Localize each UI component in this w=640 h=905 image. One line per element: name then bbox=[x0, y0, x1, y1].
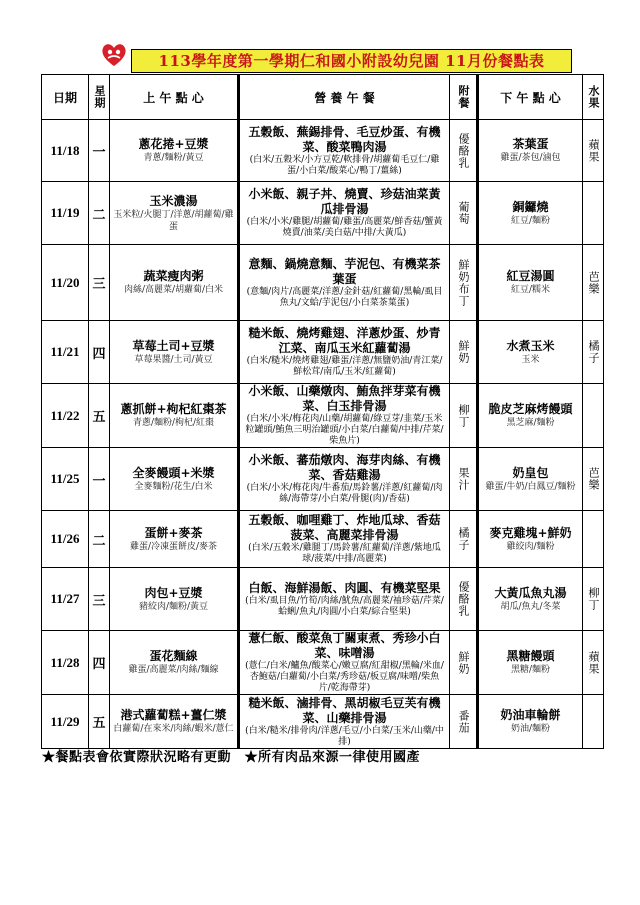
pm-snack-cell bbox=[478, 631, 583, 695]
fruit-cell: 蘋果 bbox=[583, 631, 604, 695]
am-snack-ingredients: 白蘿蔔/在來米/肉絲/蝦米/薏仁 bbox=[113, 724, 234, 734]
fruit-cell: 柳丁 bbox=[583, 568, 604, 631]
pm-snack-name: 脆皮芝麻烤饅頭 bbox=[488, 402, 573, 416]
weekday-cell: 一 bbox=[89, 120, 110, 182]
lunch-dishes: 小米飯、親子丼、燒賣、珍菇油菜黃瓜排骨湯 bbox=[248, 187, 441, 216]
side-cell: 果汁 bbox=[450, 448, 478, 511]
am-snack-cell bbox=[110, 245, 239, 321]
lunch-cell bbox=[239, 568, 450, 631]
weekday-cell: 四 bbox=[89, 321, 110, 384]
lunch-ingredients: (白米/小米/雞腿/胡蘿蔔/雞蛋/高麗菜/鮮香菇/蟹黃燒賣/油菜/美白菇/中排/大黃瓜) bbox=[246, 217, 443, 238]
date-cell: 11/18 bbox=[42, 120, 89, 182]
lunch-cell bbox=[239, 384, 450, 448]
pm-snack-ingredients: 雞絞肉/麵粉 bbox=[506, 541, 555, 552]
pm-snack-name: 奶油車輪餅 bbox=[500, 708, 561, 722]
am-snack-cell bbox=[110, 321, 239, 384]
col-lunch: 營 養 午 餐 bbox=[239, 75, 450, 120]
weekday-cell: 五 bbox=[89, 695, 110, 749]
date-cell: 11/25 bbox=[42, 448, 89, 511]
lunch-dishes: 糙米飯、燒烤雞翅、洋蔥炒蛋、炒青江菜、南瓜玉米紅蘿蔔湯 bbox=[248, 326, 441, 355]
date-cell: 11/21 bbox=[42, 321, 89, 384]
pm-snack-name: 紅豆湯圓 bbox=[506, 269, 555, 283]
date-cell: 11/28 bbox=[42, 631, 89, 695]
pm-snack-cell bbox=[478, 448, 583, 511]
am-snack-cell bbox=[110, 448, 239, 511]
pm-snack-cell bbox=[478, 384, 583, 448]
am-snack-cell bbox=[110, 695, 239, 749]
date-cell: 11/27 bbox=[42, 568, 89, 631]
pm-snack-name: 黑糖饅頭 bbox=[506, 649, 555, 663]
am-snack-ingredients: 青蔥/麵粉/枸杞/紅棗 bbox=[132, 418, 215, 428]
pm-snack-ingredients: 紅豆/糯米 bbox=[510, 285, 551, 295]
table-row bbox=[42, 321, 604, 384]
header-row bbox=[42, 75, 604, 120]
am-snack-cell bbox=[110, 182, 239, 245]
pm-snack-name: 茶葉蛋 bbox=[512, 137, 549, 151]
fruit-cell: 橘子 bbox=[583, 321, 604, 384]
pm-snack-name: 麥克雞塊+鮮奶 bbox=[489, 525, 572, 540]
lunch-cell bbox=[239, 511, 450, 568]
date-cell: 11/29 bbox=[42, 695, 89, 749]
weekday-cell: 三 bbox=[89, 568, 110, 631]
am-snack-ingredients: 豬絞肉/麵粉/黃豆 bbox=[138, 601, 209, 612]
am-snack-cell bbox=[110, 120, 239, 182]
weekday-cell: 三 bbox=[89, 245, 110, 321]
am-snack-ingredients: 玉米粒/火腿丁/洋蔥/胡蘿蔔/雞蛋 bbox=[113, 209, 234, 232]
date-cell: 11/19 bbox=[42, 182, 89, 245]
fruit-cell: 芭樂 bbox=[583, 245, 604, 321]
lunch-ingredients: (白米/小米/梅花肉/山藥/胡蘿蔔/綠豆芽/韭菜/玉米粒罐頭/鮪魚三明治罐頭/小白菜/白蘿蔔/中排/芹菜/柴魚片) bbox=[245, 414, 444, 446]
am-snack-cell bbox=[110, 511, 239, 568]
col-am-snack: 上 午 點 心 bbox=[110, 75, 239, 120]
page-title: 113學年度第一學期仁和國小附設幼兒園 11月份餐點表 bbox=[131, 49, 572, 73]
lunch-dishes: 白飯、海鮮湯飯、肉圓、有機菜堅果 bbox=[248, 580, 441, 595]
pm-snack-ingredients: 奶油/麵粉 bbox=[510, 724, 551, 734]
am-snack-name: 玉米濃湯 bbox=[149, 193, 198, 208]
side-cell: 優酪乳 bbox=[450, 568, 478, 631]
am-snack-name: 蔬菜瘦肉粥 bbox=[143, 269, 204, 283]
side-cell: 優酪乳 bbox=[450, 120, 478, 182]
col-side: 附餐 bbox=[450, 75, 478, 120]
am-snack-cell bbox=[110, 568, 239, 631]
lunch-ingredients: (白米/五穀米/小方豆乾/軟排骨/胡蘿蔔毛豆仁/雞蛋/小白菜/酸菜心/鴨丁/薑絲) bbox=[249, 154, 440, 176]
table-row bbox=[42, 384, 604, 448]
am-snack-ingredients: 雞蛋/冷凍蛋餅皮/麥茶 bbox=[129, 541, 218, 552]
lunch-dishes: 糙米飯、滷排骨、黑胡椒毛豆芙有機菜、山藥排骨湯 bbox=[248, 695, 441, 725]
pm-snack-cell bbox=[478, 245, 583, 321]
date-cell: 11/26 bbox=[42, 511, 89, 568]
lunch-dishes: 小米飯、山藥燉肉、鮪魚拌芽菜有機菜、白玉排骨湯 bbox=[248, 384, 441, 413]
lunch-cell bbox=[239, 120, 450, 182]
pm-snack-cell bbox=[478, 568, 583, 631]
weekday-cell: 一 bbox=[89, 448, 110, 511]
side-cell: 鮮奶布丁 bbox=[450, 245, 478, 321]
lunch-ingredients: (白米/糙米/燒烤雞翅/雞蛋/洋蔥/無鹽奶油/青江菜/鮮松茸/南瓜/玉米/紅蘿蔔) bbox=[246, 356, 443, 377]
am-snack-name: 港式蘿蔔糕+薑仁漿 bbox=[120, 708, 227, 722]
am-snack-cell bbox=[110, 384, 239, 448]
am-snack-name: 蛋花麵線 bbox=[149, 649, 198, 663]
pm-snack-ingredients: 黑糖/麵粉 bbox=[510, 665, 551, 675]
side-cell: 鮮奶 bbox=[450, 321, 478, 384]
pm-snack-name: 水煮玉米 bbox=[506, 338, 555, 353]
footer-note: ★餐點表會依實際狀況略有更動 ★所有肉品來源一律使用國產 bbox=[42, 750, 421, 765]
pm-snack-name: 銅鑼燒 bbox=[512, 199, 549, 214]
table-row bbox=[42, 448, 604, 511]
lunch-ingredients: (白米/糙米/排骨肉/洋蔥/毛豆/小白菜/玉米/山藥/中排) bbox=[245, 725, 444, 747]
date-cell: 11/22 bbox=[42, 384, 89, 448]
pm-snack-name: 大黃瓜魚丸湯 bbox=[494, 585, 567, 600]
pm-snack-name: 奶皇包 bbox=[512, 465, 549, 480]
am-snack-name: 蔥抓餅+枸杞紅棗茶 bbox=[120, 402, 227, 416]
am-snack-name: 蔥花捲+豆漿 bbox=[138, 137, 209, 151]
lunch-ingredients: (薏仁/白米/鱸魚/酸菜心/嫩豆腐/紅甜椒/黑輪/米血/杏鮑菇/白蘿蔔/小白菜/秀珍菇/板豆腐/味噌/柴魚片/乾海帶芽) bbox=[245, 661, 444, 693]
lunch-cell bbox=[239, 631, 450, 695]
weekday-cell: 五 bbox=[89, 384, 110, 448]
table-row bbox=[42, 182, 604, 245]
lunch-cell bbox=[239, 448, 450, 511]
am-snack-ingredients: 雞蛋/高麗菜/肉絲/麵線 bbox=[128, 665, 219, 675]
fruit-cell: 蘋果 bbox=[583, 120, 604, 182]
pm-snack-cell bbox=[478, 695, 583, 749]
pm-snack-ingredients: 紅豆/麵粉 bbox=[510, 215, 551, 226]
am-snack-ingredients: 草莓果醬/土司/黃豆 bbox=[134, 354, 213, 365]
side-cell: 橘子 bbox=[450, 511, 478, 568]
am-snack-name: 肉包+豆漿 bbox=[144, 585, 203, 600]
table-row bbox=[42, 695, 604, 749]
pm-snack-ingredients: 雞蛋/牛奶/白鳳豆/麵粉 bbox=[485, 481, 576, 492]
side-cell: 葡萄 bbox=[450, 182, 478, 245]
side-cell: 鮮奶 bbox=[450, 631, 478, 695]
weekday-cell: 二 bbox=[89, 182, 110, 245]
pm-snack-cell bbox=[478, 511, 583, 568]
lunch-cell bbox=[239, 695, 450, 749]
table-row bbox=[42, 245, 604, 321]
lunch-dishes: 五穀飯、蕪錫排骨、毛豆炒蛋、有機菜、酸菜鴨肉湯 bbox=[248, 124, 441, 154]
date-cell: 11/20 bbox=[42, 245, 89, 321]
pm-snack-cell bbox=[478, 120, 583, 182]
am-snack-name: 全麥饅頭+米漿 bbox=[132, 465, 215, 480]
fruit-cell bbox=[583, 182, 604, 245]
lunch-cell bbox=[239, 182, 450, 245]
lunch-ingredients: (白米/五穀米/雞腿丁/馬鈴薯/紅蘿蔔/洋蔥/紫地瓜球/菠菜/中排/高麗菜) bbox=[248, 543, 441, 564]
pm-snack-ingredients: 黑芝麻/麵粉 bbox=[506, 418, 555, 428]
pm-snack-ingredients: 玉米 bbox=[521, 354, 540, 365]
fruit-cell bbox=[583, 511, 604, 568]
table-row bbox=[42, 568, 604, 631]
meal-table bbox=[41, 74, 604, 749]
am-snack-ingredients: 全麥麵粉/花生/白米 bbox=[134, 481, 213, 492]
am-snack-ingredients: 青蔥/麵粉/黃豆 bbox=[143, 153, 204, 163]
lunch-dishes: 小米飯、蕃茄燉肉、海芽肉絲、有機菜、香菇雞湯 bbox=[248, 453, 441, 482]
pm-snack-ingredients: 雞蛋/茶包/滷包 bbox=[500, 153, 561, 163]
fruit-cell bbox=[583, 695, 604, 749]
side-cell: 柳丁 bbox=[450, 384, 478, 448]
weekday-cell: 四 bbox=[89, 631, 110, 695]
pm-snack-cell bbox=[478, 182, 583, 245]
col-fruit: 水果 bbox=[583, 75, 604, 120]
lunch-cell bbox=[239, 321, 450, 384]
lunch-ingredients: (意麵/肉片/高麗菜/洋蔥/金針菇/紅蘿蔔/黑輪/虱目魚丸/文蛤/芋泥包/小白菜茶葉蛋) bbox=[246, 286, 443, 308]
table-row bbox=[42, 631, 604, 695]
am-snack-name: 蛋餅+麥茶 bbox=[144, 525, 203, 540]
lunch-dishes: 薏仁飯、酸菜魚丁關東煮、秀珍小白菜、味噌湯 bbox=[248, 631, 441, 660]
lunch-dishes: 意麵、鍋燒意麵、芋泥包、有機菜茶葉蛋 bbox=[248, 256, 441, 286]
pm-snack-ingredients: 胡瓜/魚丸/冬菜 bbox=[500, 601, 561, 612]
am-snack-name: 草莓土司+豆漿 bbox=[132, 338, 215, 353]
school-logo-icon bbox=[100, 40, 128, 68]
col-pm-snack: 下 午 點 心 bbox=[478, 75, 583, 120]
fruit-cell bbox=[583, 384, 604, 448]
lunch-cell bbox=[239, 245, 450, 321]
am-snack-cell bbox=[110, 631, 239, 695]
weekday-cell: 二 bbox=[89, 511, 110, 568]
pm-snack-cell bbox=[478, 321, 583, 384]
lunch-ingredients: (白米/虱目魚/竹筍/肉絲/魷魚/高麗菜/袖珍菇/芹菜/蛤蜊/魚丸/肉圓/小白菜/綜合堅果) bbox=[245, 595, 444, 617]
col-date: 日期 bbox=[42, 75, 89, 120]
fruit-cell: 芭樂 bbox=[583, 448, 604, 511]
am-snack-ingredients: 肉絲/高麗菜/胡蘿蔔/白米 bbox=[123, 285, 224, 295]
col-weekday: 星期 bbox=[89, 75, 110, 120]
table-row bbox=[42, 120, 604, 182]
lunch-ingredients: (白米/小米/梅花肉/牛番茄/馬鈴薯/洋蔥/紅蘿蔔/肉絲/海帶芽/小白菜/骨腿(肉)/香菇) bbox=[246, 483, 443, 504]
table-row bbox=[42, 511, 604, 568]
side-cell: 番茄 bbox=[450, 695, 478, 749]
lunch-dishes: 五穀飯、咖哩雞丁、炸地瓜球、香菇菠菜、高麗菜排骨湯 bbox=[248, 513, 441, 542]
